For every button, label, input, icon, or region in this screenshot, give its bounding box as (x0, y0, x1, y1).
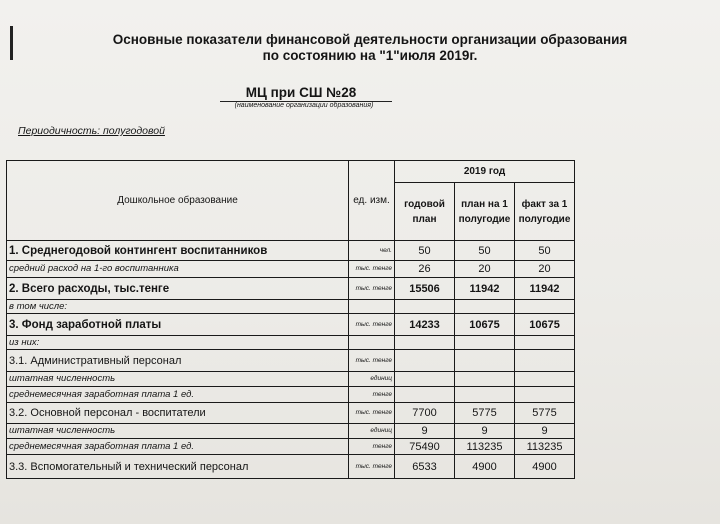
row-half-plan (455, 300, 515, 314)
table-row (7, 261, 575, 278)
table-row (7, 241, 575, 261)
row-plan: 75490 (395, 439, 455, 455)
row-label: в том числе: (7, 300, 349, 314)
row-plan: 6533 (395, 455, 455, 479)
row-fact (515, 300, 575, 314)
row-fact (515, 336, 575, 350)
row-unit: тенге (349, 439, 395, 455)
row-half-plan: 9 (455, 424, 515, 439)
row-fact: 5775 (515, 403, 575, 424)
row-half-plan: 113235 (455, 439, 515, 455)
row-fact: 9 (515, 424, 575, 439)
row-label: из них: (7, 336, 349, 350)
row-fact (515, 372, 575, 387)
row-unit: тыс. тенге (349, 261, 395, 278)
row-label: 3. Фонд заработной платы (7, 314, 349, 336)
table-row (7, 387, 575, 403)
row-label: 2. Всего расходы, тыс.тенге (7, 278, 349, 300)
row-unit: тыс. тенге (349, 403, 395, 424)
row-plan: 7700 (395, 403, 455, 424)
table-row (7, 278, 575, 300)
row-plan: 9 (395, 424, 455, 439)
periodicity-label: Периодичность: полугодовой (18, 125, 165, 137)
row-unit: тыс. тенге (349, 455, 395, 479)
row-plan (395, 336, 455, 350)
unit-header: ед. изм. (349, 161, 395, 241)
table-row (7, 350, 575, 372)
table-row (7, 424, 575, 439)
year-header: 2019 год (395, 161, 575, 183)
table-row (7, 314, 575, 336)
row-fact: 20 (515, 261, 575, 278)
row-fact: 113235 (515, 439, 575, 455)
organization-hint: (наименование организации образования) (234, 102, 374, 109)
row-fact: 11942 (515, 278, 575, 300)
row-fact (515, 350, 575, 372)
row-unit: единиц (349, 372, 395, 387)
row-label: среднемесячная заработная плата 1 ед. (7, 387, 349, 403)
row-plan (395, 350, 455, 372)
row-plan: 15506 (395, 278, 455, 300)
row-unit: единиц (349, 424, 395, 439)
row-half-plan: 4900 (455, 455, 515, 479)
row-label: штатная численность (7, 424, 349, 439)
col-half-plan: план на 1 полугодие (455, 183, 515, 241)
row-unit: тыс. тенге (349, 278, 395, 300)
row-label: 3.3. Вспомогательный и технический персонал (7, 455, 349, 479)
row-label: 1. Среднегодовой контингент воспитанников (7, 241, 349, 261)
document-title-line2: по состоянию на "1"июля 2019г. (262, 48, 478, 63)
row-half-plan: 5775 (455, 403, 515, 424)
row-fact: 10675 (515, 314, 575, 336)
row-unit: тенге (349, 387, 395, 403)
row-unit: тыс. тенге (349, 350, 395, 372)
row-half-plan: 50 (455, 241, 515, 261)
row-half-plan (455, 336, 515, 350)
table-row (7, 439, 575, 455)
row-label: средний расход на 1-го воспитанника (7, 261, 349, 278)
row-label: среднемесячная заработная плата 1 ед. (7, 439, 349, 455)
section-header: Дошкольное образование (7, 161, 349, 241)
row-half-plan: 10675 (455, 314, 515, 336)
row-half-plan (455, 372, 515, 387)
row-unit (349, 336, 395, 350)
col-half-fact: факт за 1 полугодие (515, 183, 575, 241)
row-unit (349, 300, 395, 314)
col-annual-plan: годовой план (395, 183, 455, 241)
document-title-line1: Основные показатели финансовой деятельности организации образования (112, 32, 628, 47)
table-row (7, 336, 575, 350)
row-plan (395, 300, 455, 314)
row-fact (515, 387, 575, 403)
row-label: 3.1. Административный персонал (7, 350, 349, 372)
row-plan (395, 387, 455, 403)
row-unit: чел. (349, 241, 395, 261)
table-row (7, 455, 575, 479)
row-half-plan: 11942 (455, 278, 515, 300)
table-row (7, 300, 575, 314)
row-plan (395, 372, 455, 387)
row-half-plan (455, 350, 515, 372)
financial-report-table (6, 160, 575, 479)
row-half-plan (455, 387, 515, 403)
organization-name: МЦ при СШ №28 (245, 85, 357, 100)
table-row (7, 372, 575, 387)
row-half-plan: 20 (455, 261, 515, 278)
row-label: 3.2. Основной персонал - воспитатели (7, 403, 349, 424)
row-unit: тыс. тенге (349, 314, 395, 336)
row-label: штатная численность (7, 372, 349, 387)
table-row (7, 403, 575, 424)
row-fact: 4900 (515, 455, 575, 479)
row-plan: 50 (395, 241, 455, 261)
row-plan: 26 (395, 261, 455, 278)
row-fact: 50 (515, 241, 575, 261)
row-plan: 14233 (395, 314, 455, 336)
